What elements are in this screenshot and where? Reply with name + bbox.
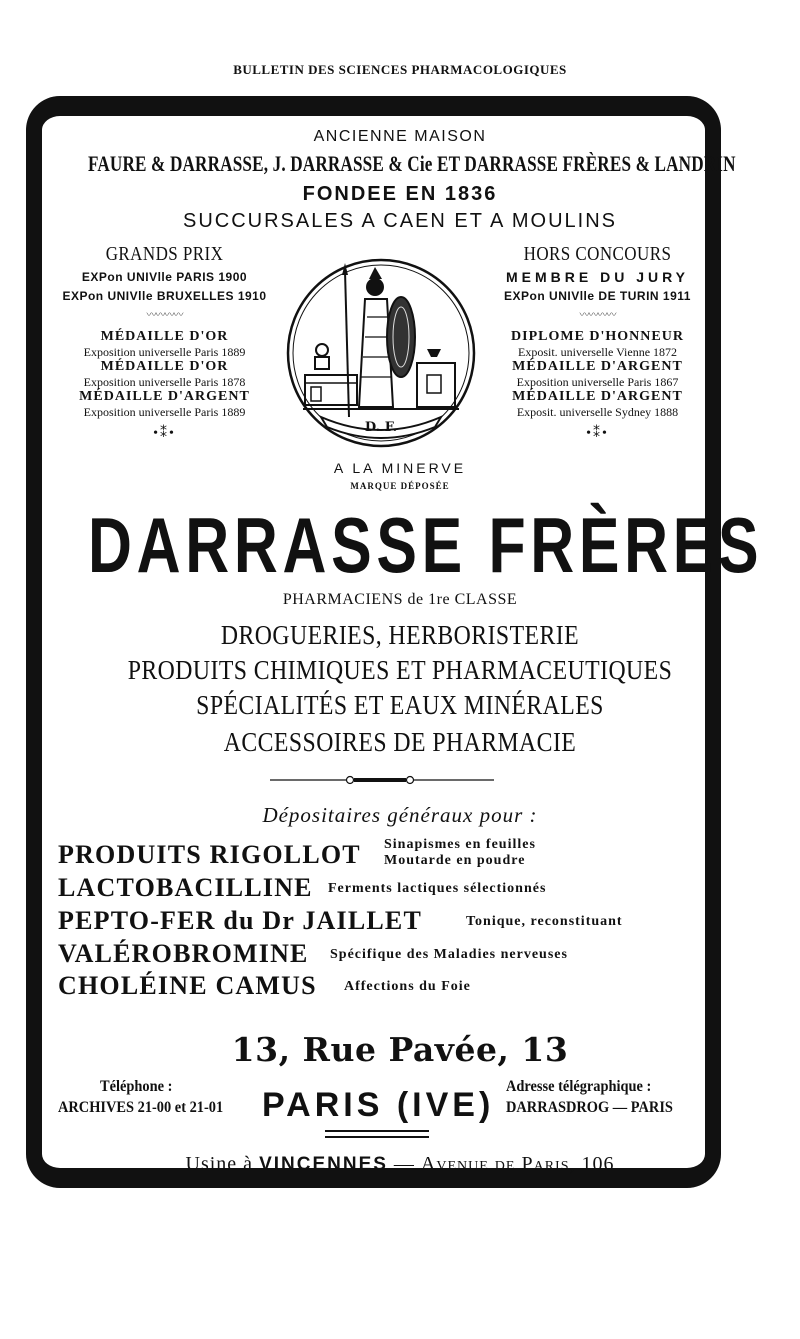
award-medal: MÉDAILLE D'ARGENT — [512, 389, 683, 404]
product-name: PRODUITS RIGOLLOT — [58, 840, 361, 869]
left-expo-1: EXPon UNIVlle PARIS 1900 — [81, 270, 248, 284]
city: PARIS (IVE) — [262, 1086, 495, 1124]
left-award-list — [52, 329, 277, 442]
factory-street: Avenue de Paris, 106 — [420, 1153, 615, 1175]
right-award-list — [490, 329, 705, 442]
medallion-label: D. F. — [364, 420, 398, 435]
running-head: BULLETIN DES SCIENCES PHARMACOLOGIQUES — [233, 62, 567, 77]
product-note: Spécifique des Maladies nerveuses — [330, 947, 568, 962]
award-detail: Exposition universelle Paris 1878 — [83, 375, 246, 389]
business-line: SPÉCIALITÉS ET EAUX MINÉRALES — [196, 690, 604, 720]
business-line: PRODUITS CHIMIQUES ET PHARMACEUTIQUES — [127, 655, 673, 685]
product-name: LACTOBACILLINE — [58, 873, 313, 902]
factory-prefix: Usine à — [185, 1153, 254, 1175]
left-awards-column — [52, 243, 277, 442]
product-note: Sinapismes en feuilles — [384, 837, 536, 852]
branches-line: SUCCURSALES A CAEN ET A MOULINS — [183, 210, 617, 232]
right-expo: EXPon UNIVlle DE TURIN 1911 — [504, 289, 691, 303]
award-detail: Exposit. universelle Vienne 1872 — [517, 345, 678, 359]
award-detail: Exposition universelle Paris 1867 — [516, 375, 679, 389]
ornamental-rule — [270, 774, 494, 786]
left-expo-2: EXPon UNIVlle BRUXELLES 1910 — [62, 289, 267, 303]
award-medal: MÉDAILLE D'OR — [100, 329, 229, 344]
right-awards-column — [490, 243, 705, 442]
company-name: DARRASSE FRÈRES — [88, 501, 764, 589]
factory-separator: — — [393, 1153, 415, 1175]
minerva-medallion-icon — [285, 257, 477, 449]
depositaires-heading: Dépositaires généraux pour : — [262, 803, 538, 827]
award-detail: Exposition universelle Paris 1889 — [83, 345, 246, 359]
award-medal: MÉDAILLE D'ARGENT — [512, 359, 683, 374]
right-title: HORS CONCOURS — [523, 243, 672, 265]
product-name: CHOLÉINE CAMUS — [58, 971, 317, 1000]
phone-numbers: ARCHIVES 21-00 et 21-01 — [58, 1099, 224, 1116]
divider — [325, 1130, 429, 1132]
ornament: •⁑• — [586, 426, 609, 441]
ancienne-maison: ANCIENNE MAISON — [313, 128, 487, 145]
factory-town: VINCENNES — [259, 1154, 388, 1175]
profession: PHARMACIENS de 1re CLASSE — [282, 591, 518, 608]
trademark-note: MARQUE DÉPOSÉE — [350, 481, 450, 491]
divider — [325, 1136, 429, 1138]
jury-line: MEMBRE DU JURY — [505, 269, 690, 285]
award-medal: MÉDAILLE D'OR — [100, 359, 229, 374]
firm-names: FAURE & DARRASSE, J. DARRASSE & Cie ET DARRASSE FRÈRES & LANDRIN — [88, 151, 736, 176]
product-note: Moutarde en poudre — [384, 853, 526, 868]
ornament: •⁑• — [153, 426, 176, 441]
telegraph-label: Adresse télégraphique : — [506, 1078, 652, 1095]
award-medal: DIPLOME D'HONNEUR — [511, 329, 684, 344]
product-note: Affections du Foie — [344, 979, 471, 994]
wavy-divider: 〰〰〰〰 — [579, 310, 616, 321]
product-note: Ferments lactiques sélectionnés — [328, 881, 547, 896]
business-line: ACCESSOIRES DE PHARMACIE — [223, 727, 577, 757]
phone-label: Téléphone : — [100, 1078, 173, 1095]
award-medal: MÉDAILLE D'ARGENT — [79, 389, 250, 404]
product-name: VALÉROBROMINE — [58, 939, 309, 968]
telegraph-value: DARRASDROG — PARIS — [506, 1099, 673, 1116]
product-name: PEPTO-FER du Dr JAILLET — [58, 906, 422, 935]
factory-line — [0, 1153, 800, 1176]
street-address: 13, Rue Pavée, 13 — [231, 1030, 569, 1069]
wavy-divider: 〰〰〰〰 — [146, 310, 183, 321]
business-line: DROGUERIES, HERBORISTERIE — [220, 620, 580, 650]
award-detail: Exposition universelle Paris 1889 — [83, 405, 246, 419]
founded-line: FONDEE EN 1836 — [302, 183, 498, 205]
product-note: Tonique, reconstituant — [466, 914, 623, 929]
trademark: A LA MINERVE — [333, 460, 467, 476]
award-detail: Exposit. universelle Sydney 1888 — [516, 405, 679, 419]
left-title: GRANDS PRIX — [105, 243, 224, 265]
